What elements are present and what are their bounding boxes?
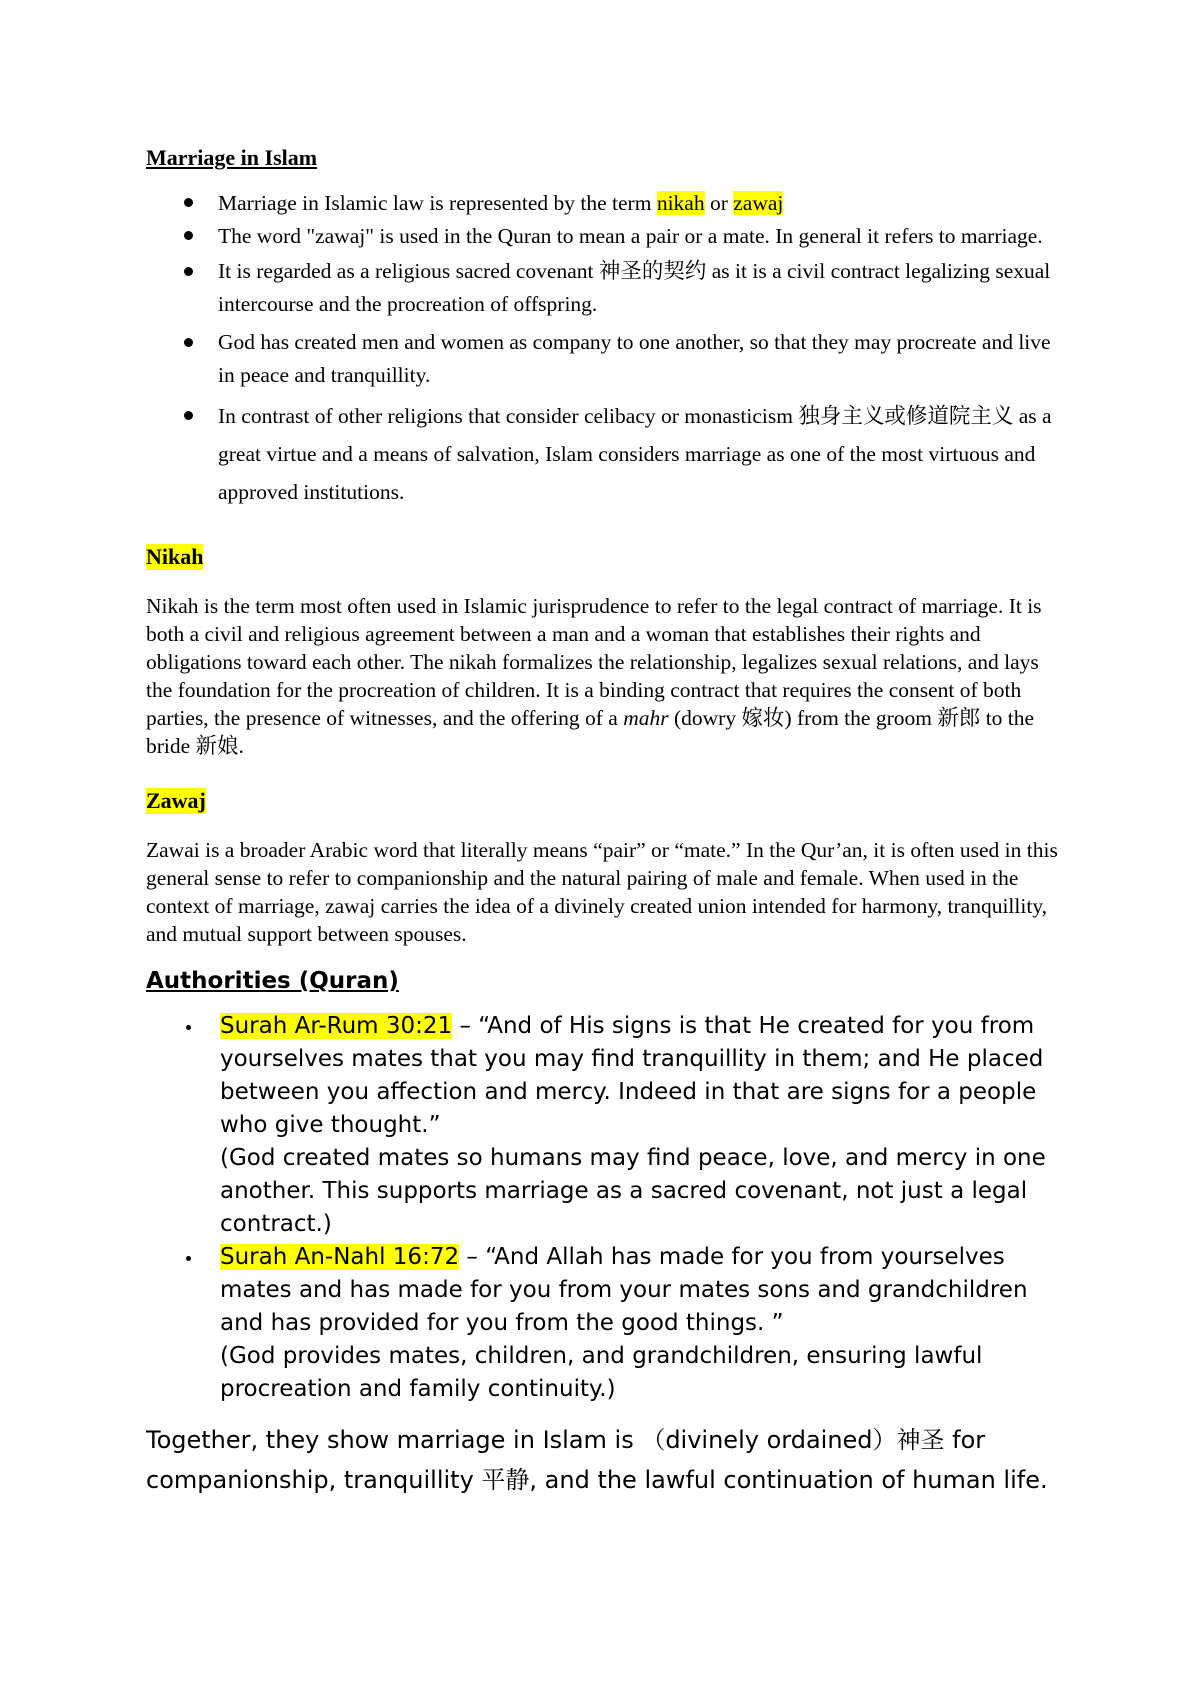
authorities-heading: Authorities (Quran) — [146, 968, 399, 994]
bullet-icon — [184, 267, 193, 276]
highlight-nikah: nikah — [656, 191, 705, 215]
bullet-icon — [184, 411, 193, 420]
list-item — [146, 255, 1066, 321]
section-heading-nikah: Nikah — [146, 544, 204, 569]
surah-note: (God created mates so humans may find peace, love, and mercy in one another. This supports marriage as a sacred covenant, not just a legal contract.) — [220, 1145, 1046, 1237]
bullet-icon — [186, 1025, 191, 1030]
document-page — [146, 140, 1066, 1500]
highlight-zawaj: zawaj — [733, 191, 784, 215]
nikah-paragraph — [146, 592, 1066, 760]
list-item — [146, 397, 1066, 511]
bullet-text-mid: or — [704, 191, 734, 215]
list-item — [146, 326, 1066, 392]
list-item — [146, 1241, 1066, 1406]
bullet-icon — [184, 198, 193, 207]
surah-quote: – “And of His signs is that He created for you from yourselves mates that you may find tranquillity in them; and He placed between you affection and mercy. Indeed in that are signs for a people who give thought.” — [220, 1013, 1044, 1138]
nikah-text-1: Nikah is the term most often used in Islamic jurisprudence to refer to the legal contract of marriage. It is both a civil and religious agreement between a man and a woman that establishes their rights and obligations toward each other. The nikah formalizes the relationship, legalizes sexual relations, and lays the foundation for the procreation of children. It is a binding contract that requires the consent of both parties, the presence of witnesses, and the offering of a — [146, 594, 1042, 730]
intro-bullet-list — [146, 189, 1066, 511]
page-title: Marriage in Islam — [146, 145, 318, 170]
list-item — [146, 222, 1066, 250]
bullet-icon — [184, 231, 193, 240]
bullet-text: God has created men and women as company to one another, so that they may procreate and live in peace and tranquillity. — [218, 330, 1051, 387]
bullet-text: The word "zawaj" is used in the Quran to mean a pair or a mate. In general it refers to marriage. — [218, 224, 1043, 248]
bullet-icon — [186, 1256, 191, 1261]
section-heading-zawaj: Zawaj — [146, 788, 206, 813]
list-item — [146, 1010, 1066, 1241]
surah-reference: Surah An-Nahl 16:72 — [220, 1244, 460, 1270]
bullet-text-pre: Marriage in Islamic law is represented by the term — [218, 191, 657, 215]
surah-quote: – “And Allah has made for you from yourselves mates and has made for you from your mates sons and grandchildren and has provided for you from the good things. ” — [220, 1244, 1028, 1336]
nikah-text-2: (dowry 嫁妆) from the groom 新郎 to the bride 新娘. — [146, 706, 1035, 758]
list-item — [146, 189, 1066, 217]
quran-list — [146, 1010, 1066, 1406]
bullet-icon — [184, 338, 193, 347]
conclusion-paragraph: Together, they show marriage in Islam is （divinely ordained）神圣 for companionship, tranquillity 平静, and the lawful continuation of human life. — [146, 1426, 1048, 1494]
surah-reference: Surah Ar-Rum 30:21 — [220, 1013, 453, 1039]
mahr-term: mahr — [623, 706, 669, 730]
bullet-text: It is regarded as a religious sacred covenant 神圣的契约 as it is a civil contract legalizing sexual intercourse and the procreation of offspring. — [218, 259, 1051, 316]
zawaj-paragraph: Zawai is a broader Arabic word that literally means “pair” or “mate.” In the Qur’an, it is often used in this general sense to refer to companionship and the natural pairing of male and female. When used in the context of marriage, zawaj carries the idea of a divinely created union intended for harmony, tranquillity, and mutual support between spouses. — [146, 838, 1058, 946]
surah-note: (God provides mates, children, and grandchildren, ensuring lawful procreation and family continuity.) — [220, 1343, 983, 1402]
bullet-text: In contrast of other religions that consider celibacy or monasticism 独身主义或修道院主义 as a great virtue and a means of salvation, Islam considers marriage as one of the most virtuous and approved institutions. — [218, 404, 1052, 504]
